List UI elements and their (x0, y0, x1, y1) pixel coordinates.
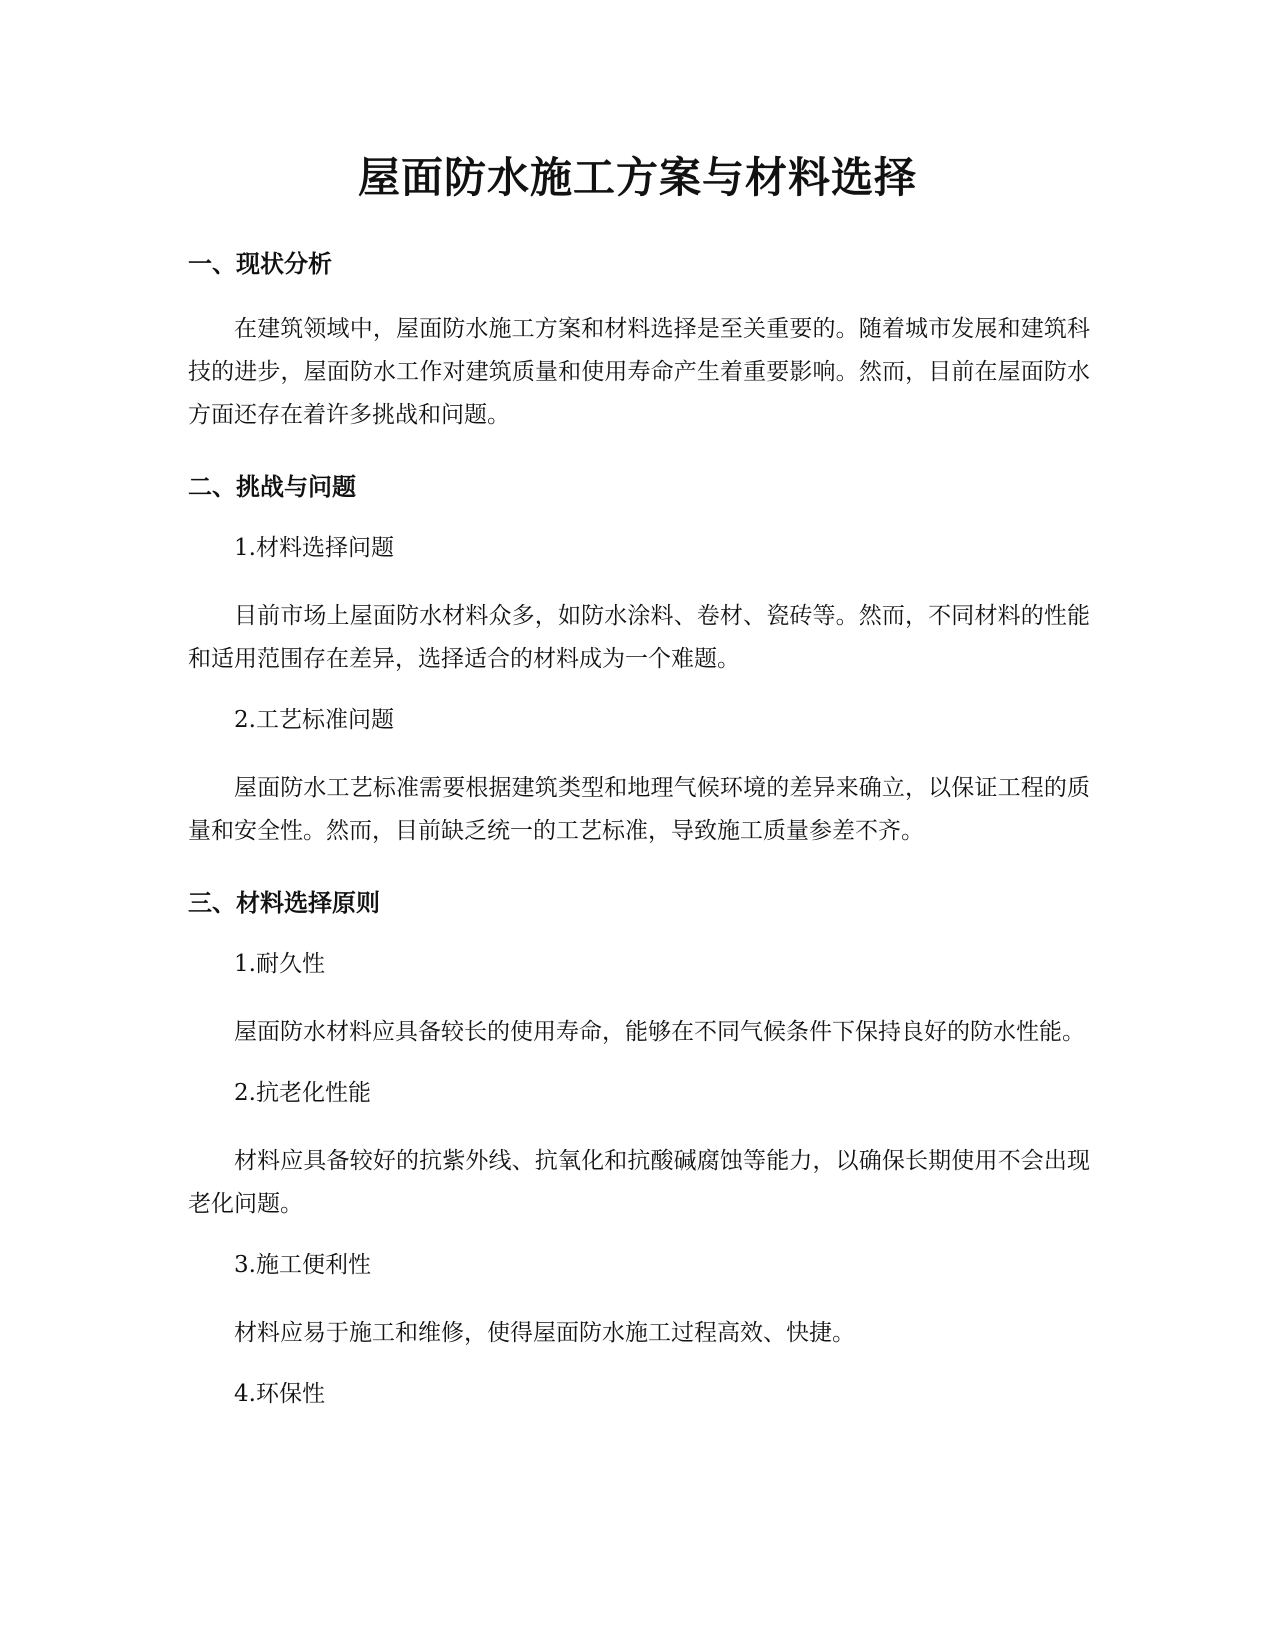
item-text-anti-aging: 材料应具备较好的抗紫外线、抗氧化和抗酸碱腐蚀等能力，以确保长期使用不会出现老化问题。 (188, 1148, 1090, 1217)
page-title: 屋面防水施工方案与材料选择 (357, 153, 917, 202)
item-label-material-selection: 1.材料选择问题 (234, 535, 394, 561)
item-label-anti-aging: 2.抗老化性能 (234, 1080, 371, 1106)
item-text-durability: 屋面防水材料应具备较长的使用寿命，能够在不同气候条件下保持良好的防水性能。 (234, 1019, 1085, 1045)
item-label-process-standard: 2.工艺标准问题 (234, 707, 394, 733)
item-label-construction-convenience: 3.施工便利性 (234, 1252, 371, 1278)
section-heading-status: 一、现状分析 (188, 250, 332, 278)
section-paragraph-status: 在建筑领域中，屋面防水施工方案和材料选择是至关重要的。随着城市发展和建筑科技的进步，屋面防水工作对建筑质量和使用寿命产生着重要影响。然而，目前在屋面防水方面还存在着许多挑战和问题。 (188, 316, 1090, 428)
section-heading-challenges: 二、挑战与问题 (188, 473, 356, 501)
document-body (188, 248, 1090, 1441)
item-label-durability: 1.耐久性 (234, 951, 325, 977)
item-text-process-standard: 屋面防水工艺标准需要根据建筑类型和地理气候环境的差异来确立，以保证工程的质量和安全性。然而，目前缺乏统一的工艺标准，导致施工质量参差不齐。 (188, 775, 1090, 844)
item-text-construction-convenience: 材料应易于施工和维修，使得屋面防水施工过程高效、快捷。 (234, 1320, 855, 1346)
item-text-material-selection: 目前市场上屋面防水材料众多，如防水涂料、卷材、瓷砖等。然而，不同材料的性能和适用范围存在差异，选择适合的材料成为一个难题。 (188, 603, 1090, 672)
item-label-environmental: 4.环保性 (234, 1381, 325, 1407)
section-heading-principles: 三、材料选择原则 (188, 889, 380, 917)
